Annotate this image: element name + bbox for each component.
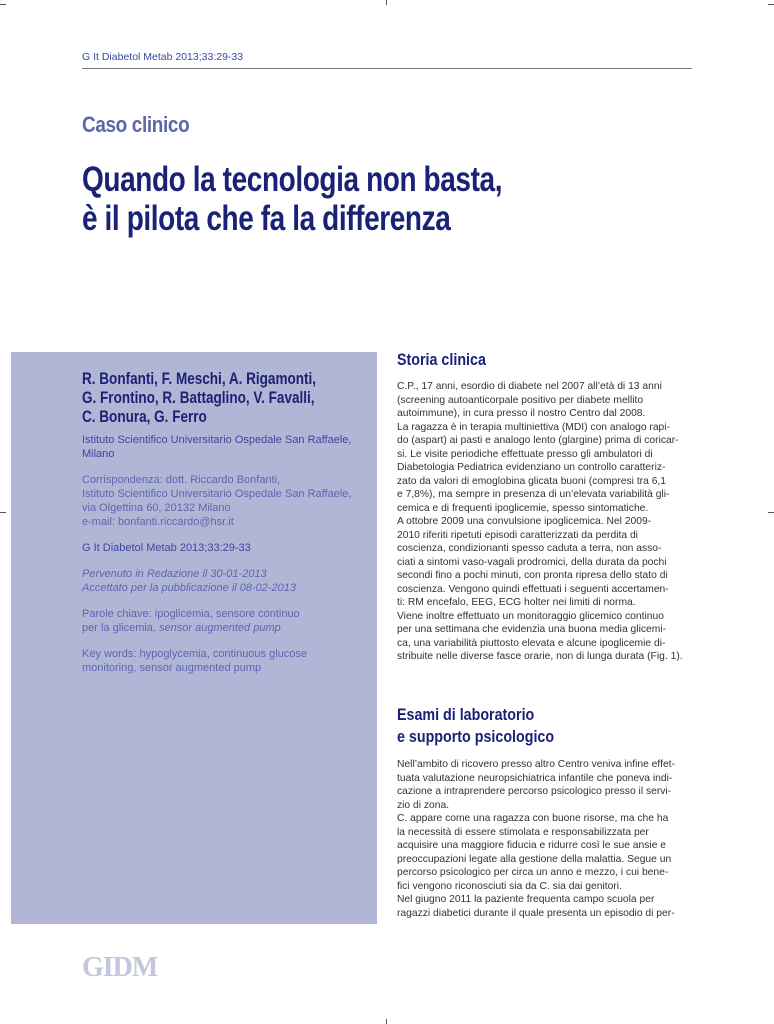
keywords-italic: sensor augmented pump [159,622,281,634]
section-body-esami [397,758,693,920]
text-line: Diabetologia Pediatrica evidenziano un controllo caratteriz- [397,462,666,473]
crop-mark [386,1019,387,1024]
article-title [82,160,642,238]
text-line: secondi fino a pochi minuti, con pronta ripresa dello stato di [397,570,668,581]
text-line: fici vengono riconosciuti sia da C. sia dai genitori. [397,880,622,892]
email-line[interactable]: e-mail: bonfanti.riccardo@hsr.it [82,516,234,528]
keywords-english [82,647,367,675]
section-heading-storia-clinica [397,349,486,371]
text-line: 2010 riferiti ripetuti episodi caratterizzati da perdita di [397,529,638,541]
text-line: preoccupazioni legate alla gestione della malattia. Segue un [397,853,672,865]
author-line: R. Bonfanti, F. Meschi, A. Rigamonti, [82,370,317,388]
correspondence-line: Istituto Scientifico Universitario Ospedale San Raffaele, [82,488,352,500]
text-line: C. appare come una ragazza con buone risorse, ma che ha [397,813,669,824]
article-type: Caso clinico [82,112,190,137]
text-line: zato da valori di emoglobina glicata buoni (compresi tra 6,1 [397,475,667,487]
text-line: zio di zona. [397,799,450,811]
author-line: G. Frontino, R. Battaglino, V. Favalli, [82,389,315,407]
text-line: do (aspart) ai pasti e analogo lento (glargine) prima di coricar- [397,435,679,446]
text-line: (screening autoanticorpale positivo per diabete mellito [397,394,644,406]
crop-mark [768,512,774,513]
citation: G It Diabetol Metab 2013;33:29-33 [82,542,251,554]
accepted-date: Accettato per la pubblicazione il 08-02-2013 [82,582,297,594]
text-line: percorso psicologico per circa un anno e mezzo, i cui bene- [397,867,669,878]
crop-mark [0,512,6,513]
text-line: Nel giugno 2011 la paziente frequenta campo scuola per [397,894,655,905]
title-line: è il pilota che fa la differenza [82,199,451,238]
correspondence-line: via Olgettina 60, 20132 Milano [82,502,231,514]
running-head: G It Diabetol Metab 2013;33:29-33 [82,51,692,69]
heading-line: Storia clinica [397,350,486,369]
heading-line: Esami di laboratorio [397,705,535,724]
text-line: La ragazza è in terapia multiniettiva (MDI) con analogo rapi- [397,421,671,433]
received-date: Pervenuto in Redazione il 30-01-2013 [82,568,267,580]
text-line: coscienza, condizionanti spesso caduta a terra, non asso- [397,543,662,554]
keywords-plain: per la glicemia, [82,622,160,634]
affiliation-line: Milano [82,448,115,460]
crop-mark [768,4,774,5]
text-line: coscienza. Vengono quindi effettuati i seguenti accertamen- [397,583,669,595]
text-line: A ottobre 2009 una convulsione ipoglicemica. Nel 2009- [397,516,652,527]
text-line: Viene inoltre effettuato un monitoraggio glicemico continuo [397,610,664,622]
correspondence [82,473,367,529]
crop-mark [0,4,6,5]
text-line: la necessità di essere stimolata e responsabilizzata per [397,826,649,838]
text-line: C.P., 17 anni, esordio di diabete nel 2007 all’età di 13 anni [397,381,662,392]
text-line: si. Le visite periodiche effettuate presso gli ambulatori di [397,448,653,460]
text-line: ragazzi diabetici durante il quale presenta un episodio di per- [397,907,675,919]
text-line: ciati a sintomi vaso-vagali prodromici, della durata da pochi [397,556,667,568]
crop-mark [386,0,387,5]
journal-logo: GIDM [82,952,158,983]
heading-line: e supporto psicologico [397,727,555,746]
received-dates [82,567,367,595]
text-line: Nell’ambito di ricovero presso altro Centro veniva infine effet- [397,759,675,770]
keywords-line: Parole chiave: ipoglicemia, sensore continuo [82,608,300,620]
section-body-storia-clinica [397,380,693,664]
keywords-line [82,621,367,635]
text-line: cazione a intraprendere percorso psicologico presso il servi- [397,786,672,797]
section-heading-esami [397,704,554,748]
title-line: Quando la tecnologia non basta, [82,160,503,199]
correspondence-line: Corrispondenza: dott. Riccardo Bonfanti, [82,474,281,486]
author-line: C. Bonura, G. Ferro [82,408,207,426]
author-info-content [82,370,367,687]
affiliation [82,433,367,461]
text-line: acquisire una maggiore fiducia e ridurre così le sue ansie e [397,840,667,851]
text-line: ca, una variabilità piuttosto elevata e alcune ipoglicemie di- [397,637,666,649]
affiliation-line: Istituto Scientifico Universitario Ospedale San Raffaele, [82,434,352,446]
author-list [82,370,361,427]
text-line: e 7,8%), ma sempre in presenza di un’elevata variabilità gli- [397,489,670,500]
text-line: stribuite nelle diverse fasce orarie, non di lunga durata (Fig. 1). [397,651,683,662]
keywords-line: monitoring, sensor augmented pump [82,662,262,674]
text-line: ti: RM encefalo, EEG, ECG holter nei limiti di norma. [397,597,636,608]
keywords-line: Key words: hypoglycemia, continuous glucose [82,648,308,660]
text-line: cemica e di frequenti ipoglicemie, spesso sintomatiche. [397,502,649,514]
text-line: tuata valutazione neuropsichiatrica infantile che poneva indi- [397,772,673,784]
keywords-italian [82,607,367,635]
text-line: per una settimana che evidenzia una buona media glicemi- [397,624,667,635]
text-line: autoimmune), in cura presso il nostro Centro dal 2008. [397,408,646,419]
